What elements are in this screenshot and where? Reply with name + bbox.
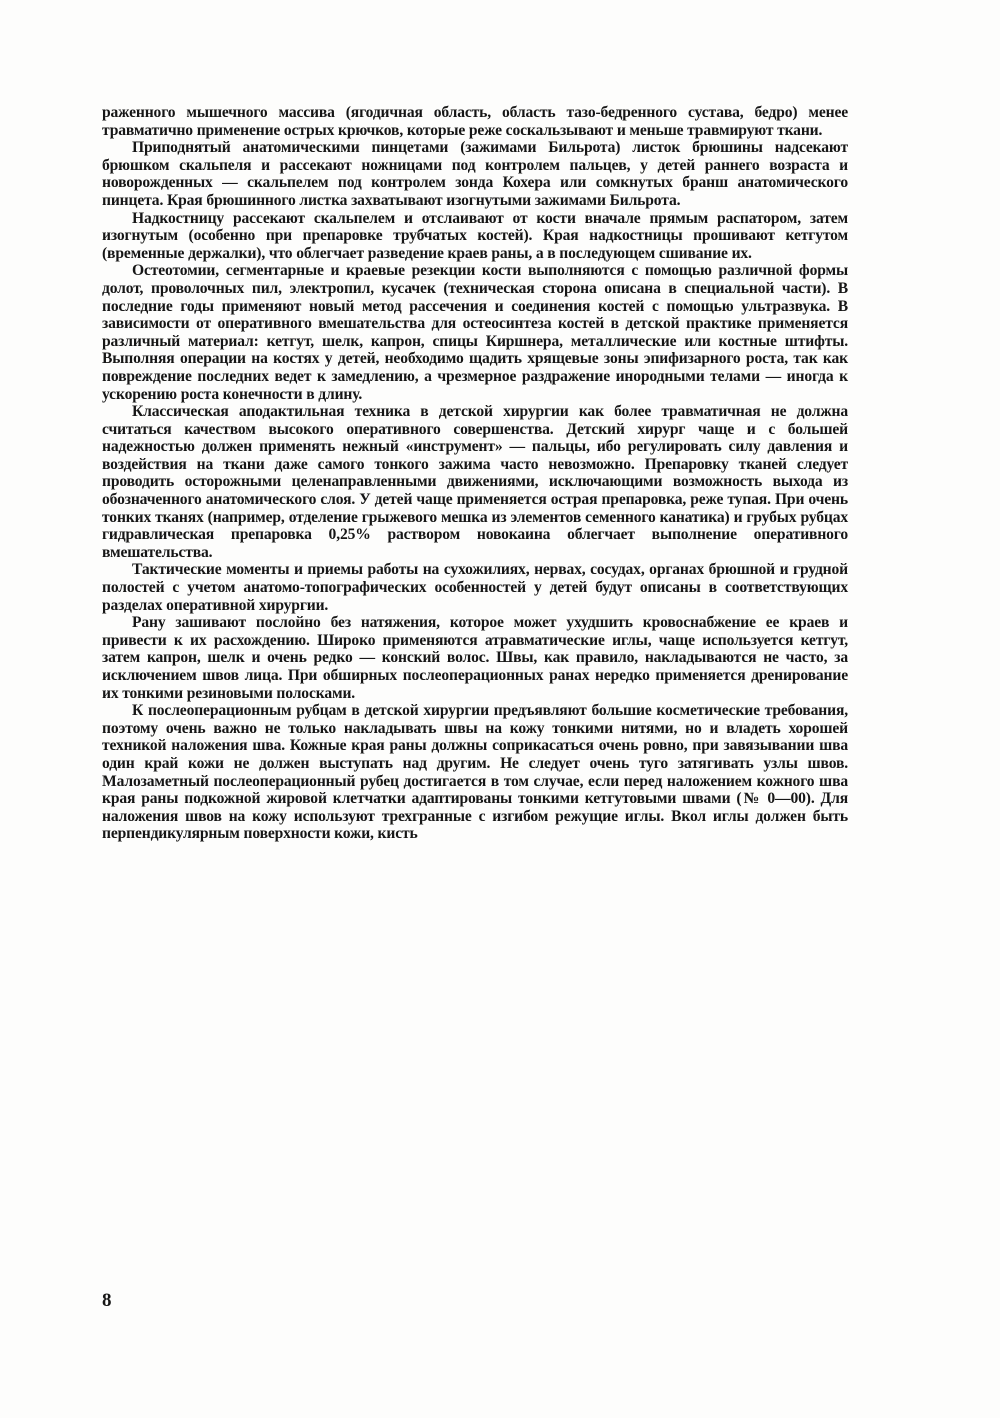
paragraph-7: Рану зашивают послойно без натяжения, которое может ухудшить кровоснабжение ее краев и привести к их расхождению. Широко применяются атравматические иглы, чаще используется кетгут, затем капрон, шелк и очень редко — конский волос. Швы, как правило, накладываются не часто, за исключением швов лица. При обширных послеоперационных ранах нередко применяется дренирование их тонкими резиновыми полосками. bbox=[102, 614, 848, 702]
paragraph-8: К послеоперационным рубцам в детской хирургии предъявляют большие косметические требования, поэтому очень важно не только накладывать швы на кожу тонкими нитями, но и владеть хорошей техникой наложения шва. Кожные края раны должны соприкасаться очень ровно, при завязывании шва один край кожи не должен выступать над другим. Не следует очень туго затягивать узлы швов. Малозаметный послеоперационный рубец достигается в том случае, если перед наложением кожного шва края раны подкожной жировой клетчатки адаптированы тонкими кетгутовыми швами (№ 0—00). Для наложения швов на кожу используют трехгранные с изгибом режущие иглы. Вкол иглы должен быть перпендикулярным поверхности кожи, кисть bbox=[102, 702, 848, 843]
paragraph-2: Приподнятый анатомическими пинцетами (зажимами Бильрота) листок брюшины надсекают брюшком скальпеля и рассекают ножницами под контролем пальцев, у детей раннего возраста и новорожденных — скальпелем под контролем зонда Кохера или сомкнутых бранш анатомического пинцета. Края брюшинного листка захватывают изогнутыми зажимами Бильрота. bbox=[102, 139, 848, 209]
paragraph-6: Тактические моменты и приемы работы на сухожилиях, нервах, сосудах, органах брюшной и грудной полостей с учетом анатомо-топографических особенностей у детей будут описаны в соответствующих разделах оперативной хирургии. bbox=[102, 561, 848, 614]
page-number: 8 bbox=[102, 1290, 112, 1311]
paragraph-1: раженного мышечного массива (ягодичная область, область тазо-бедренного сустава, бедро) менее травматично применение острых крючков, которые реже соскальзывают и меньше травмируют ткани. bbox=[102, 104, 848, 139]
paragraph-5: Классическая аподактильная техника в детской хирургии как более травматичная не должна считаться качеством высокого оперативного совершенства. Детский хирург чаще и с большей надежностью должен применять нежный «инструмент» — пальцы, ибо регулировать силу давления и воздействия на ткани даже самого тонкого зажима часто невозможно. Препаровку тканей следует проводить осторожными целенаправленными движениями, исключающими возможность выхода из обозначенного анатомического слоя. У детей чаще применяется острая препаровка, реже тупая. При очень тонких тканях (например, отделение грыжевого мешка из элементов семенного канатика) и грубых рубцах гидравлическая препаровка 0,25% раствором новокаина облегчает выполнение оперативного вмешательства. bbox=[102, 403, 848, 561]
paragraph-4: Остеотомии, сегментарные и краевые резекции кости выполняются с помощью различной формы долот, проволочных пил, электропил, кусачек (техническая сторона описана в специальной части). В последние годы применяют новый метод рассечения и соединения костей с помощью ультразвука. В зависимости от оперативного вмешательства для остеосинтеза костей в детской практике применяется различный материал: кетгут, шелк, капрон, спицы Киршнера, металлические или костные штифты. Выполняя операции на костях у детей, необходимо щадить хрящевые зоны эпифизарного роста, так как повреждение последних ведет к замедлению, а чрезмерное раздражение инородными телами — иногда к ускорению роста конечности в длину. bbox=[102, 262, 848, 403]
paragraph-3: Надкостницу рассекают скальпелем и отслаивают от кости вначале прямым распатором, затем изогнутым (особенно при препаровке трубчатых костей). Края надкостницы прошивают кетгутом (временные держалки), что облегчает разведение краев раны, а в последующем сшивание их. bbox=[102, 209, 848, 262]
body-text bbox=[102, 104, 848, 843]
